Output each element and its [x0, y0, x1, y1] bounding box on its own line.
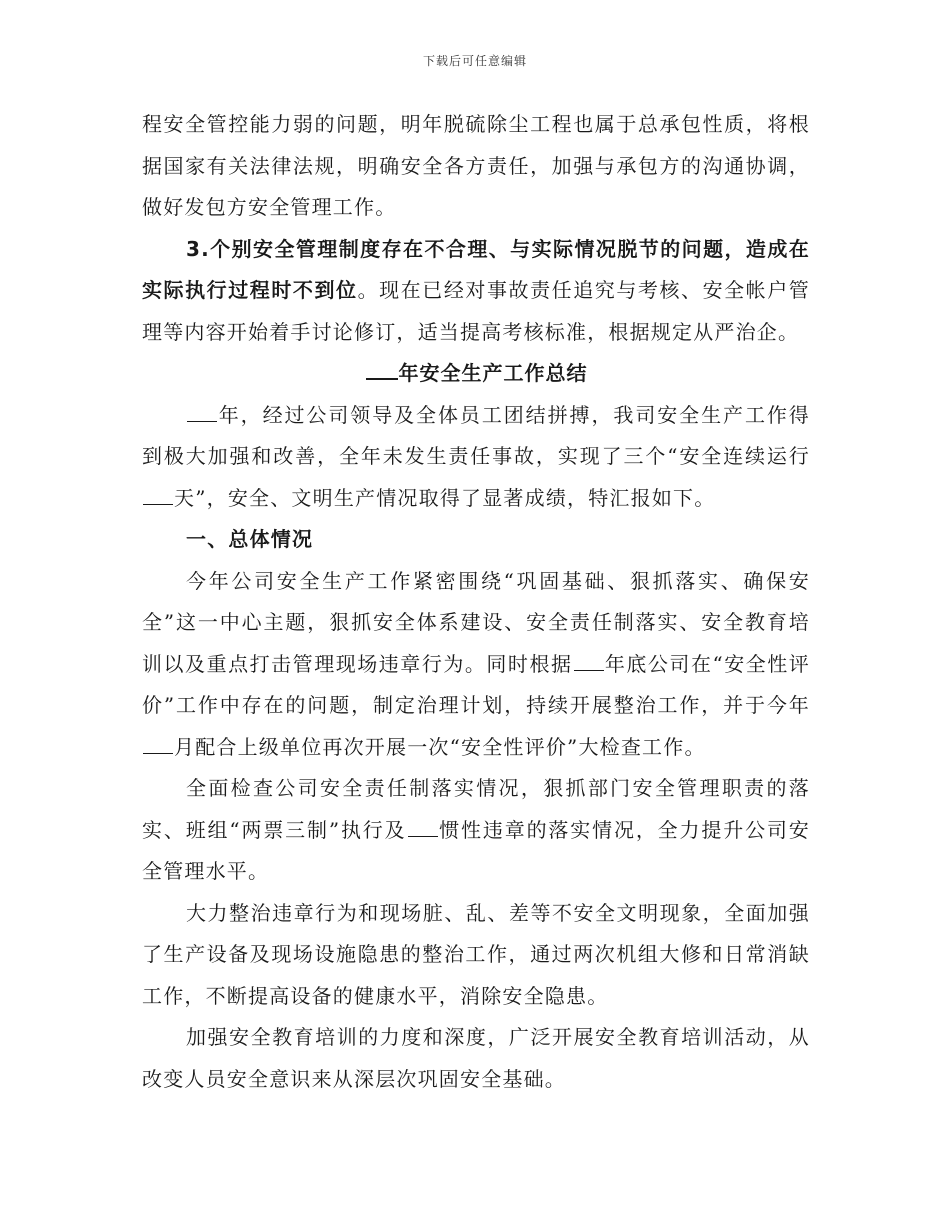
paragraph-training: 加强安全教育培训的力度和深度，广泛开展安全教育培训活动，从改变人员安全意识来从深层次巩固安全基础。 — [142, 1025, 810, 1091]
section-title — [142, 353, 810, 395]
violation-blank — [408, 814, 438, 837]
item-3-bold-lead: 3.个别安全管理制度存在不合理、与实际情况脱节的问题，造成在实际执行过程时不到位 — [142, 236, 810, 302]
intro-part-b: 天”，安全、文明生产情况取得了显著成绩，特汇报如下。 — [174, 485, 716, 510]
paragraph-overview — [142, 561, 810, 769]
inspection-part-a: 全面检查公司安全责任制落实情况，狠抓部门安全管理职责的落实、班组“两票三制”执行及 — [142, 776, 810, 842]
document-body — [142, 104, 810, 1100]
days-blank — [143, 482, 173, 505]
paragraph-inspection — [142, 768, 810, 893]
paragraph-rectification: 大力整治违章行为和现场脏、乱、差等不安全文明现象，全面加强了生产设备及现场设施隐患的整治工作，通过两次机组大修和日常消缺工作，不断提高设备的健康水平，消除安全隐患。 — [142, 900, 810, 1008]
section-title-text: 年安全生产工作总结 — [398, 361, 588, 385]
paragraph-intro — [142, 395, 810, 520]
overview-part-c: 月配合上级单位再次开展一次“安全性评价”大检查工作。 — [174, 734, 706, 759]
heading-overview: 一、总体情况 — [186, 527, 314, 551]
paragraph-item-3 — [142, 229, 810, 354]
overview-part-a: 今年公司安全生产工作紧密围绕“巩固基础、狠抓落实、确保安全”这一中心主题，狠抓安全体系建设、安全责任制落实、安全教育培训以及重点打击管理现场违章行为。同时根据 — [142, 568, 810, 676]
title-year-blank — [366, 356, 398, 380]
inspection-part-b: 惯性违章的落实情况，全力提升公司安全管理水平。 — [142, 817, 810, 883]
intro-part-a: 年，经过公司领导及全体员工团结拼搏，我司安全生产工作得到极大加强和改善，全年未发生责任事故，实现了三个“安全连续运行 — [142, 402, 810, 468]
overview-part-b: 年底公司在“安全性评价”工作中存在的问题，制定治理计划，持续开展整治工作，并于今年 — [142, 651, 810, 717]
page-header: 下载后可任意编辑 — [422, 54, 527, 68]
prior-year-blank — [574, 648, 604, 671]
item-3-rest: 。现在已经对事故责任追究与考核、安全帐户管理等内容开始着手讨论修订，适当提高考核标准，根据规定从严治企。 — [142, 278, 811, 344]
month-blank — [143, 731, 173, 754]
year-blank — [187, 399, 217, 422]
paragraph-continuation: 程安全管控能力弱的问题，明年脱硫除尘工程也属于总承包性质，将根据国家有关法律法规，明确安全各方责任，加强与承包方的沟通协调，做好发包方安全管理工作。 — [142, 112, 810, 219]
